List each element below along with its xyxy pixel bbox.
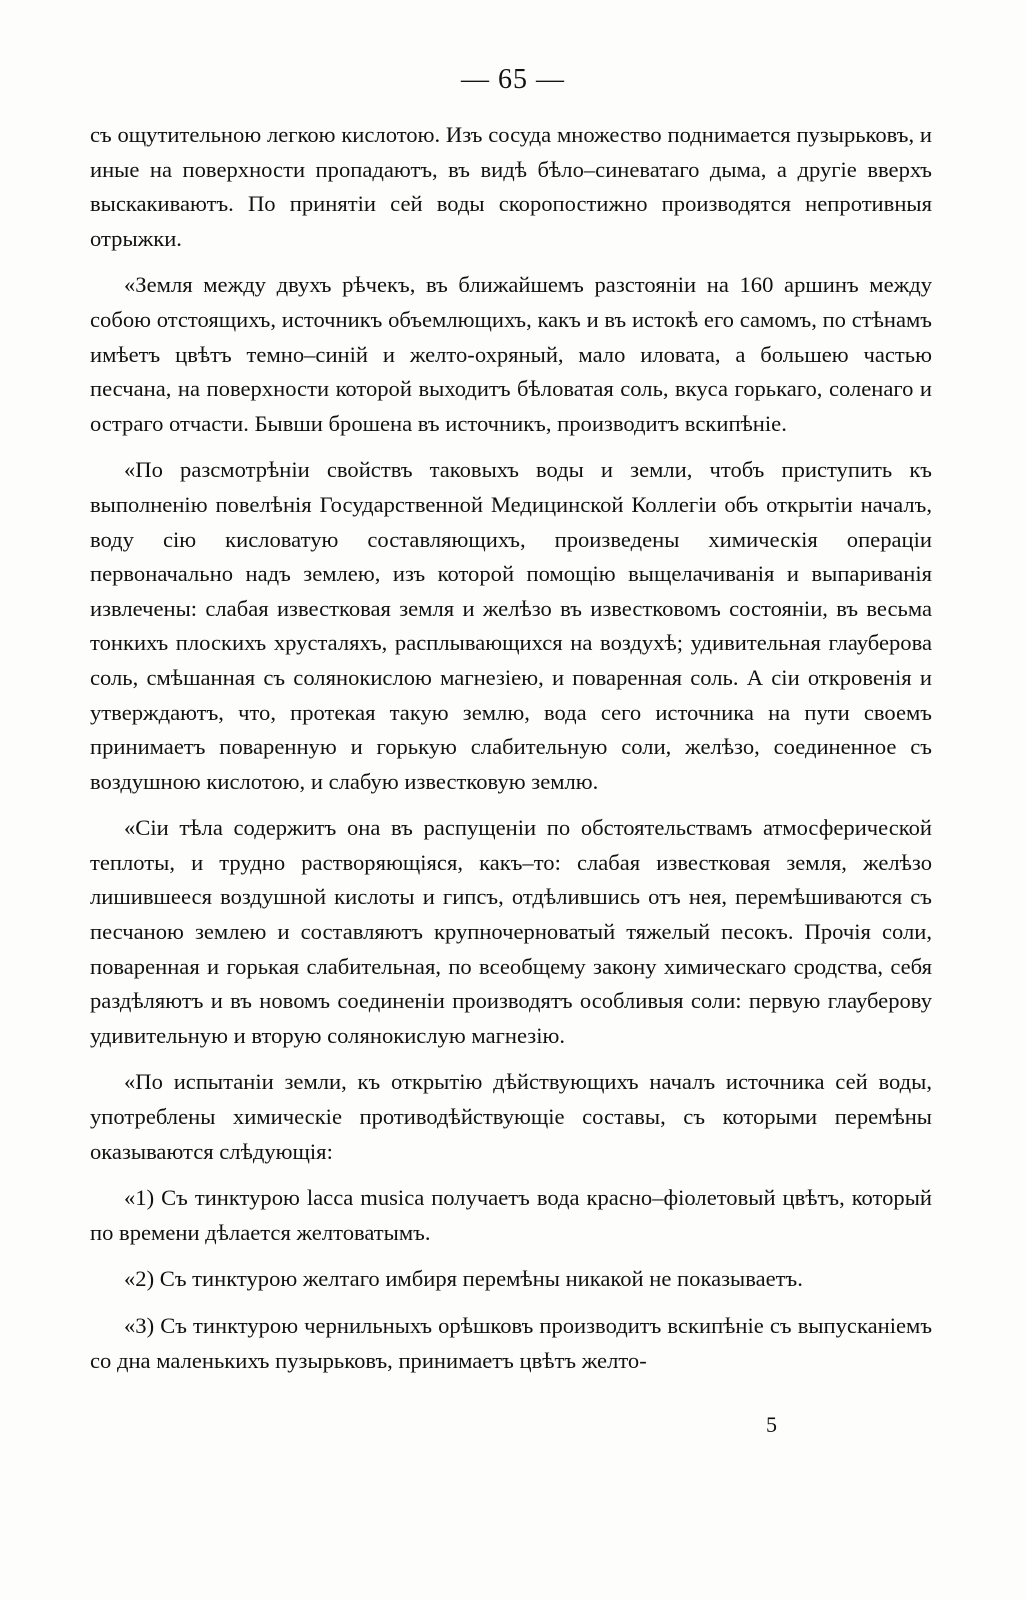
- paragraph-5: «По испытаніи земли, къ открытію дѣйствующихъ началъ источника сей воды, употреблены химическіе противодѣйствующіе составы, съ которыми перемѣны оказываются слѣдующія:: [90, 1069, 932, 1164]
- paragraph-2: «Земля между двухъ рѣчекъ, въ ближайшемъ разстояніи на 160 аршинъ между собою отстоящихъ, источникъ объемлющихъ, какъ и въ истокѣ его самомъ, по стѣнамъ имѣетъ цвѣтъ темно–синій и желто-охряный, мало иловата, а большею частью песчана, на поверхности которой выходитъ бѣловатая соль, вкуса горькаго, соленаго и остраго отчасти. Бывши брошена въ источникъ, производитъ вскипѣніе.: [90, 272, 932, 436]
- body-text: [90, 118, 932, 1390]
- paragraph-3: «По разсмотрѣніи свойствъ таковыхъ воды и земли, чтобъ приступить къ выполненію повелѣнія Государственной Медицинской Коллегіи объ открытіи началъ, воду сію кисловатую составляющихъ, произведены химическія операціи первоначально надъ землею, изъ которой помощію выщелачиванія и выпариванія извлечены: слабая известковая земля и желѣзо въ известковомъ состояніи, въ весьма тонкихъ плоскихъ хрусталяхъ, расплывающихся на воздухѣ; удивительная глауберова соль, смѣшанная съ солянокислою магнезіею, и поваренная соль. А сіи откровенія и утверждаютъ, что, протекая такую землю, вода сего источника на пути своемъ принимаетъ поваренную и горькую слабительную соли, желѣзо, соединенное съ воздушною кислотою, и слабую известковую землю.: [90, 457, 932, 794]
- page-number: — 65 —: [461, 64, 565, 95]
- paragraph-1: съ ощутительною легкою кислотою. Изъ сосуда множество поднимается пузырьковъ, и иные на поверхности пропадаютъ, въ видѣ бѣло–синеватаго дыма, а другіе вверхъ выскакиваютъ. По принятіи сей воды скоропостижно производятся непротивныя отрыжки.: [90, 122, 932, 251]
- paragraph-4: «Сіи тѣла содержитъ она въ распущеніи по обстоятельствамъ атмосферической теплоты, и трудно растворяющіяся, какъ–то: слабая известковая земля, желѣзо лишившееся воздушной кислоты и гипсъ, отдѣлившись отъ нея, перемѣшиваются съ песчаною землею и составляютъ крупночерноватый тяжелый песокъ. Прочія соли, поваренная и горькая слабительная, по всеобщему закону химическаго сродства, себя раздѣляютъ и въ новомъ соединеніи производятъ особливыя соли: первую глауберову удивительную и вторую солянокислую магнезію.: [90, 815, 932, 1048]
- paragraph-6: «1) Съ тинктурою lacca musica получаетъ вода красно–фіолетовый цвѣтъ, который по времени дѣлается желтоватымъ.: [90, 1185, 932, 1245]
- paragraph-7: «2) Съ тинктурою желтаго имбиря перемѣны никакой не показываетъ.: [124, 1266, 803, 1292]
- paragraph-8: «3) Съ тинктурою чернильныхъ орѣшковъ производитъ вскипѣніе съ выпусканіемъ со дна маленькихъ пузырьковъ, принимаетъ цвѣтъ желто-: [90, 1313, 932, 1373]
- signature-mark: 5: [766, 1412, 777, 1437]
